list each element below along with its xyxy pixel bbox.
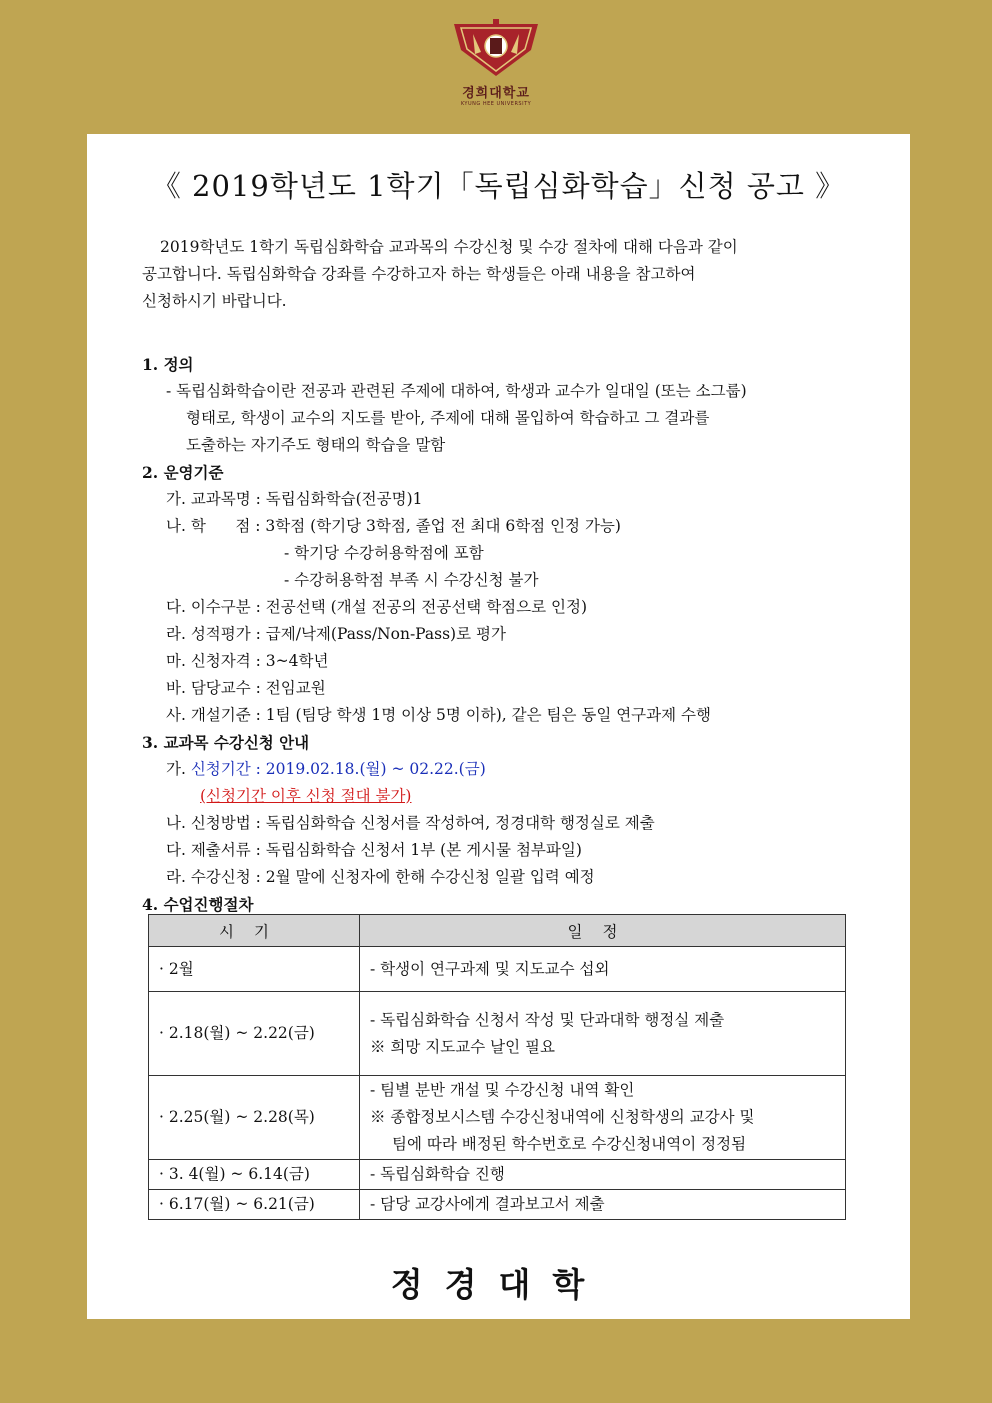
operation-item: 다. 이수구분 : 전공선택 (개설 전공의 전공선택 학점으로 인정) <box>166 598 588 616</box>
crest-icon <box>451 18 541 80</box>
intro-line: 2019학년도 1학기 독립심화학습 교과목의 수강신청 및 수강 절차에 대해 다음과 같이 <box>160 238 738 256</box>
section-heading-operation: 2. 운영기준 <box>142 463 224 482</box>
operation-subitem: - 수강허용학점 부족 시 수강신청 불가 <box>284 571 539 589</box>
logo-subtitle: KYUNG HEE UNIVERSITY <box>460 101 532 107</box>
table-row <box>149 992 846 1076</box>
schedule-note: ※ 종합정보시스템 수강신청내역에 신청학생의 교강사 및 <box>370 1108 755 1126</box>
table-header-schedule: 일정 <box>360 915 846 947</box>
table-row <box>149 1190 846 1220</box>
registration-item: 다. 제출서류 : 독립심화학습 신청서 1부 (본 게시물 첨부파일) <box>166 841 582 859</box>
definition-line: 형태로, 학생이 교수의 지도를 받아, 주제에 대해 몰입하여 학습하고 그 결과를 <box>186 409 710 427</box>
registration-warning-text: (신청기간 이후 신청 절대 불가) <box>200 787 412 805</box>
registration-item: 나. 신청방법 : 독립심화학습 신청서를 작성하여, 정경대학 행정실로 제출 <box>166 814 655 832</box>
table-row <box>149 1160 846 1190</box>
intro-line: 신청하시기 바랍니다. <box>142 292 287 310</box>
schedule-line: - 독립심화학습 신청서 작성 및 단과대학 행정실 제출 <box>370 1010 725 1029</box>
schedule-line: - 학생이 연구과제 및 지도교수 섭외 <box>370 959 610 978</box>
intro-line: 공고합니다. 독립심화학습 강좌를 수강하고자 하는 학생들은 아래 내용을 참고하여 <box>142 265 696 283</box>
schedule-note: 팀에 따라 배정된 학수번호로 수강신청내역이 정정됨 <box>392 1135 747 1153</box>
schedule-cell <box>360 1160 846 1190</box>
period-cell: · 6.17(월) ~ 6.21(금) <box>149 1190 360 1220</box>
schedule-line: - 독립심화학습 진행 <box>370 1165 505 1183</box>
registration-period <box>142 756 862 783</box>
period-cell: · 3. 4(월) ~ 6.14(금) <box>149 1160 360 1190</box>
registration-period-text: 신청기간 : 2019.02.18.(월) ~ 02.22.(금) <box>190 760 486 778</box>
section-heading-registration: 3. 교과목 수강신청 안내 <box>142 733 310 752</box>
section-heading-procedure: 4. 수업진행절차 <box>142 895 254 914</box>
schedule-line: - 담당 교강사에게 결과보고서 제출 <box>370 1195 605 1213</box>
operation-item: 사. 개설기준 : 1팀 (팀당 학생 1명 이상 5명 이하), 같은 팀은 동일 연구과제 수행 <box>166 706 711 724</box>
registration-warning <box>142 783 862 810</box>
period-cell: · 2.18(월) ~ 2.22(금) <box>149 992 360 1076</box>
schedule-cell <box>360 1076 846 1160</box>
definition-line: - 독립심화학습이란 전공과 관련된 주제에 대하여, 학생과 교수가 일대일 (또는 소그룹) <box>166 382 747 400</box>
operation-item: 마. 신청자격 : 3~4학년 <box>166 652 329 670</box>
issuer-footer: 정경대학 <box>390 1265 607 1304</box>
schedule-cell <box>360 947 846 992</box>
intro-paragraph <box>142 234 862 315</box>
period-cell: · 2월 <box>149 947 360 992</box>
operation-item: 바. 담당교수 : 전임교원 <box>166 679 326 697</box>
registration-item: 라. 수강신청 : 2월 말에 신청자에 한해 수강신청 일괄 입력 예정 <box>166 868 595 886</box>
schedule-cell <box>360 992 846 1076</box>
schedule-cell <box>360 1190 846 1220</box>
table-header-row <box>149 915 846 947</box>
notice-content <box>142 234 862 918</box>
table-row <box>149 947 846 992</box>
section-heading-definition: 1. 정의 <box>142 355 194 374</box>
definition-line: 도출하는 자기주도 형태의 학습을 말함 <box>186 436 446 454</box>
logo-name: 경희대학교 <box>462 86 530 101</box>
university-logo <box>0 18 992 107</box>
operation-item: 나. 학 점 : 3학점 (학기당 3학점, 졸업 전 최대 6학점 인정 가능) <box>166 517 621 535</box>
registration-period-prefix: 가. <box>166 760 191 778</box>
operation-item: 라. 성적평가 : 급제/낙제(Pass/Non-Pass)로 평가 <box>166 625 506 643</box>
operation-subitem: - 학기당 수강허용학점에 포함 <box>284 544 484 562</box>
operation-item: 가. 교과목명 : 독립심화학습(전공명)1 <box>166 490 423 508</box>
period-cell: · 2.25(월) ~ 2.28(목) <box>149 1076 360 1160</box>
schedule-note: ※ 희망 지도교수 날인 필요 <box>370 1037 555 1056</box>
schedule-table <box>148 914 846 1220</box>
page-title: 《 2019학년도 1학기「독립심화학습」신청 공고 》 <box>151 169 846 203</box>
table-row <box>149 1076 846 1160</box>
table-header-period: 시기 <box>149 915 360 947</box>
notice-page <box>87 134 910 1319</box>
schedule-line: - 팀별 분반 개설 및 수강신청 내역 확인 <box>370 1081 635 1099</box>
